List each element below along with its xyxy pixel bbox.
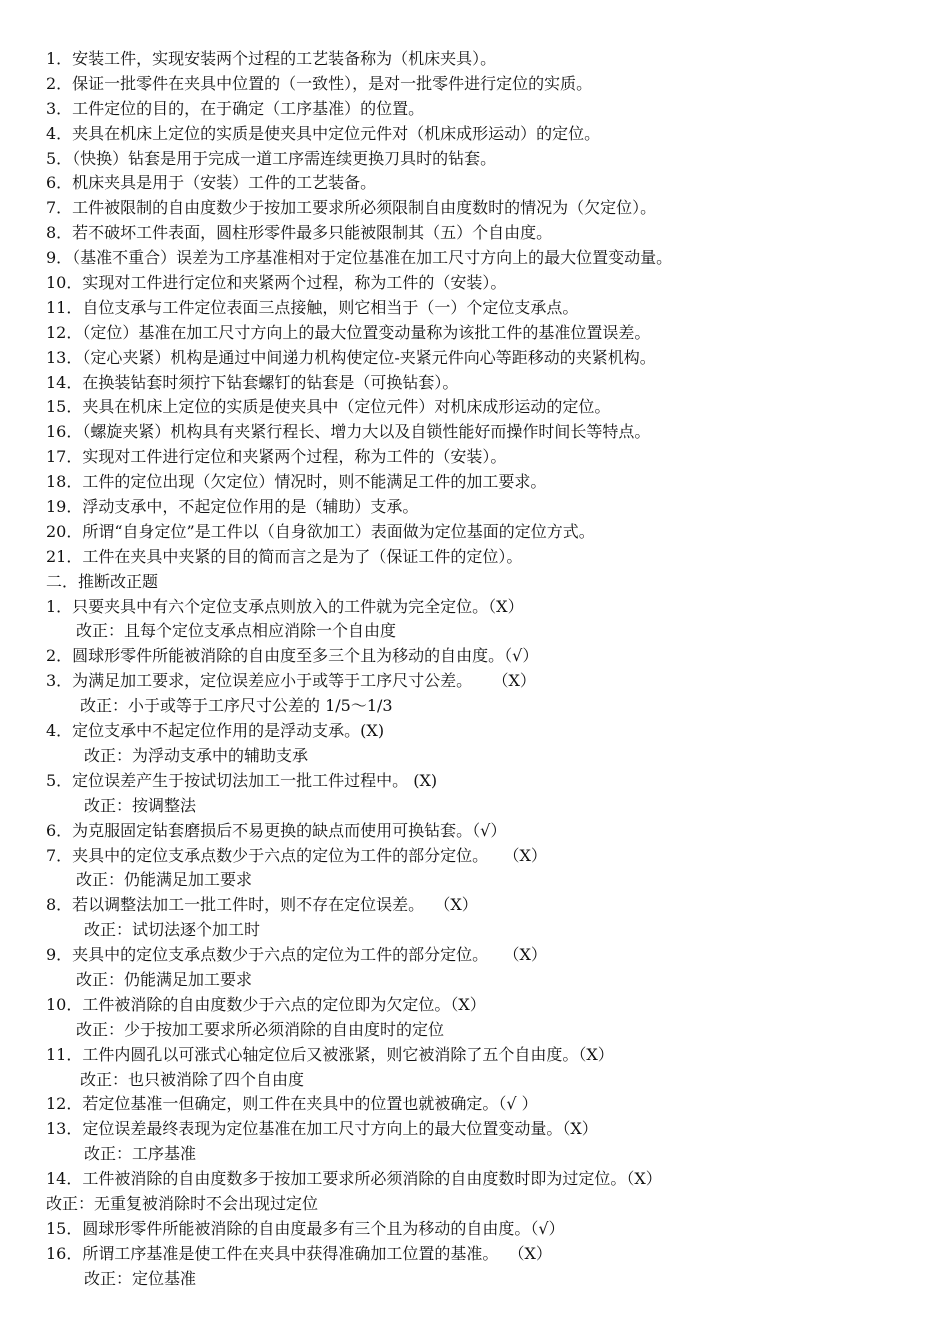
judgement-line: 6．为克服固定钻套磨损后不易更换的缺点而使用可换钻套。（√） <box>46 820 507 840</box>
true-false-section <box>46 595 926 1292</box>
question-line: 14．在换装钻套时须拧下钻套螺钉的钻套是（可换钻套）。 <box>46 372 459 392</box>
judgement-line: 14．工件被消除的自由度数多于按加工要求所必须消除的自由度数时即为过定位。（X） <box>46 1169 662 1189</box>
question-line: 21．工件在夹具中夹紧的目的简而言之是为了（保证工件的定位）。 <box>46 546 523 566</box>
question-line: 10．实现对工件进行定位和夹紧两个过程，称为工件的（安装）。 <box>46 273 507 293</box>
judgement-line: 2．圆球形零件所能被消除的自由度至多三个且为移动的自由度。（√） <box>46 646 539 666</box>
correction-line: 改正：小于或等于工序尺寸公差的 1/5～1/3 <box>80 696 393 716</box>
question-line: 15．夹具在机床上定位的实质是使夹具中（定位元件）对机床成形运动的定位。 <box>46 397 611 417</box>
judgement-line: 7．夹具中的定位支承点数少于六点的定位为工件的部分定位。 （X） <box>46 845 547 865</box>
correction-line: 改正：按调整法 <box>84 795 197 815</box>
judgement-line: 1．只要夹具中有六个定位支承点则放入的工件就为完全定位。（X） <box>46 596 524 616</box>
correction-line: 改正：且每个定位支承点相应消除一个自由度 <box>76 621 397 641</box>
question-line: 4．夹具在机床上定位的实质是使夹具中定位元件对（机床成形运动）的定位。 <box>46 123 601 143</box>
judgement-line: 11．工件内圆孔以可涨式心轴定位后又被涨紧，则它被消除了五个自由度。（X） <box>46 1044 614 1064</box>
question-line: 12．（定位）基准在加工尺寸方向上的最大位置变动量称为该批工件的基准位置误差。 <box>46 322 651 342</box>
correction-line: 改正：无重复被消除时不会出现过定位 <box>46 1193 319 1213</box>
judgement-line: 3．为满足加工要求，定位误差应小于或等于工序尺寸公差。 （X） <box>46 671 536 691</box>
question-line: 7．工件被限制的自由度数少于按加工要求所必须限制自由度数时的情况为（欠定位）。 <box>46 198 657 218</box>
question-line: 2．保证一批零件在夹具中位置的（一致性），是对一批零件进行定位的实质。 <box>46 73 593 93</box>
correction-line: 改正：也只被消除了四个自由度 <box>80 1069 305 1089</box>
question-line: 18．工件的定位出现（欠定位）情况时，则不能满足工件的加工要求。 <box>46 472 547 492</box>
question-line: 16．（螺旋夹紧）机构具有夹紧行程长、增力大以及自锁性能好而操作时间长等特点。 <box>46 422 651 442</box>
question-line: 11．自位支承与工件定位表面三点接触，则它相当于（一）个定位支承点。 <box>46 297 579 317</box>
judgement-line: 16．所谓工序基准是使工件在夹具中获得准确加工位置的基准。 （X） <box>46 1243 552 1263</box>
correction-line: 改正：少于按加工要求所必须消除的自由度时的定位 <box>76 1019 445 1039</box>
question-line: 19．浮动支承中，不起定位作用的是（辅助）支承。 <box>46 497 419 517</box>
document-page <box>46 47 926 1292</box>
judgement-line: 15．圆球形零件所能被消除的自由度最多有三个且为移动的自由度。（√） <box>46 1218 565 1238</box>
correction-line: 改正：定位基准 <box>84 1268 197 1288</box>
correction-line: 改正：为浮动支承中的辅助支承 <box>84 745 309 765</box>
question-line: 6．机床夹具是用于（安装）工件的工艺装备。 <box>46 173 377 193</box>
question-line: 9．（基准不重合）误差为工序基准相对于定位基准在加工尺寸方向上的最大位置变动量。 <box>46 248 673 268</box>
correction-line: 改正：试切法逐个加工时 <box>84 920 261 940</box>
judgement-line: 8．若以调整法加工一批工件时，则不存在定位误差。 （X） <box>46 895 478 915</box>
judgement-line: 9．夹具中的定位支承点数少于六点的定位为工件的部分定位。 （X） <box>46 945 547 965</box>
judgement-line: 10．工件被消除的自由度数少于六点的定位即为欠定位。（X） <box>46 994 486 1014</box>
judgement-line: 4．定位支承中不起定位作用的是浮动支承。(X) <box>46 721 385 741</box>
correction-line: 改正：仍能满足加工要求 <box>76 870 253 890</box>
question-line: 1．安装工件，实现安装两个过程的工艺装备称为（机床夹具）。 <box>46 49 497 68</box>
question-line: 13．（定心夹紧）机构是通过中间递力机构使定位-夹紧元件向心等距移动的夹紧机构。 <box>46 347 656 367</box>
judgement-line: 5．定位误差产生于按试切法加工一批工件过程中。 (X) <box>46 770 438 790</box>
question-line: 3．工件定位的目的，在于确定（工序基准）的位置。 <box>46 98 425 118</box>
question-line: 20．所谓“自身定位”是工件以（自身欲加工）表面做为定位基面的定位方式。 <box>46 521 595 541</box>
correction-line: 改正：工序基准 <box>84 1144 197 1164</box>
question-line: 8．若不破坏工件表面，圆柱形零件最多只能被限制其（五）个自由度。 <box>46 223 553 243</box>
question-line: 5．（快换）钻套是用于完成一道工序需连续更换刀具时的钻套。 <box>46 148 497 168</box>
correction-line: 改正：仍能满足加工要求 <box>76 969 253 989</box>
section-heading: 二．推断改正题 <box>46 571 159 591</box>
judgement-line: 13．定位误差最终表现为定位基准在加工尺寸方向上的最大位置变动量。（X） <box>46 1119 598 1139</box>
judgement-line: 12．若定位基准一但确定，则工件在夹具中的位置也就被确定。（√ ） <box>46 1094 538 1114</box>
fill-in-blank-section <box>46 47 926 570</box>
question-line: 17．实现对工件进行定位和夹紧两个过程，称为工件的（安装）。 <box>46 447 507 467</box>
